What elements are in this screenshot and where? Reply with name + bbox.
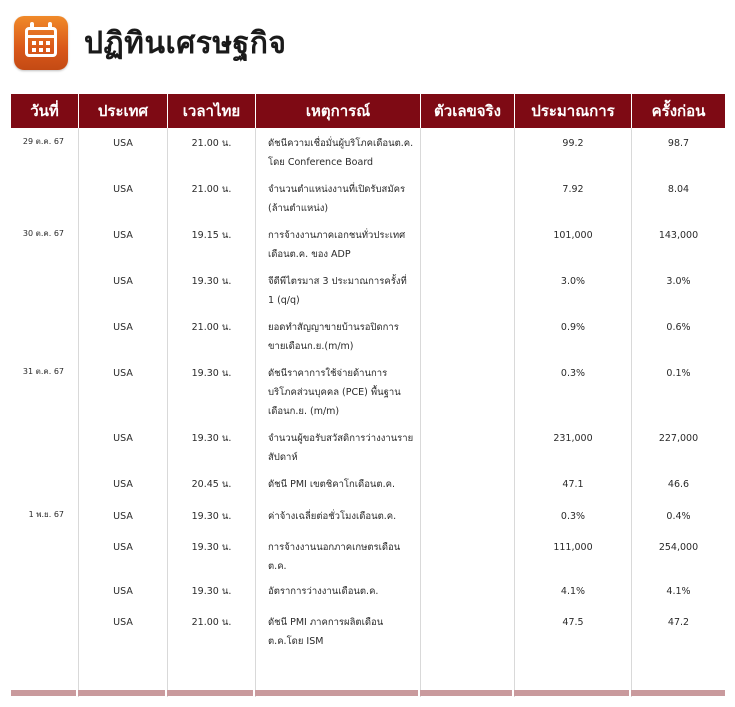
row-country: USA bbox=[78, 220, 167, 266]
row-country: USA bbox=[78, 128, 167, 174]
column-header-forecast: ประมาณการ bbox=[514, 94, 631, 128]
column-header-actual: ตัวเลขจริง bbox=[420, 94, 514, 128]
row-country: USA bbox=[78, 532, 167, 576]
row-actual bbox=[420, 469, 514, 501]
row-previous: 4.1% bbox=[631, 576, 725, 607]
row-forecast: 7.92 bbox=[514, 174, 631, 220]
row-time: 19.30 น. bbox=[167, 266, 255, 312]
row-date: 31 ต.ค. 67 bbox=[22, 367, 64, 376]
row-date bbox=[11, 576, 78, 607]
row-previous: 8.04 bbox=[631, 174, 725, 220]
table-header-row bbox=[11, 94, 725, 128]
row-date: 29 ต.ค. 67 bbox=[22, 137, 64, 146]
row-actual bbox=[420, 220, 514, 266]
table-row bbox=[11, 312, 725, 358]
table-row bbox=[11, 128, 725, 174]
row-actual bbox=[420, 312, 514, 358]
row-country: USA bbox=[78, 469, 167, 501]
row-actual bbox=[420, 358, 514, 423]
row-actual bbox=[420, 576, 514, 607]
row-date bbox=[11, 607, 78, 657]
row-event: จำนวนตำแหน่งงานที่เปิดรับสมัคร (ล้านตำแหน่ง) bbox=[255, 174, 420, 220]
row-time: 21.00 น. bbox=[167, 174, 255, 220]
row-previous: 143,000 bbox=[631, 220, 725, 266]
row-event: ดัชนีราคาการใช้จ่ายด้านการบริโภคส่วนบุคคล (PCE) พื้นฐานเดือนก.ย. (m/m) bbox=[255, 358, 420, 423]
row-previous: 254,000 bbox=[631, 532, 725, 576]
row-event: ยอดทำสัญญาขายบ้านรอปิดการขายเดือนก.ย.(m/m) bbox=[255, 312, 420, 358]
table-row bbox=[11, 220, 725, 266]
row-event: ดัชนีความเชื่อมั่นผู้บริโภคเดือนต.ค. โดย Conference Board bbox=[255, 128, 420, 174]
row-event: จำนวนผู้ขอรับสวัสดิการว่างงานรายสัปดาห์ bbox=[255, 423, 420, 469]
row-forecast: 4.1% bbox=[514, 576, 631, 607]
row-event: การจ้างงานภาคเอกชนทั่วประเทศเดือนต.ค. ของ ADP bbox=[255, 220, 420, 266]
row-date bbox=[11, 312, 78, 358]
row-forecast: 0.9% bbox=[514, 312, 631, 358]
row-actual bbox=[420, 532, 514, 576]
row-actual bbox=[420, 423, 514, 469]
row-actual bbox=[420, 128, 514, 174]
row-event: ค่าจ้างเฉลี่ยต่อชั่วโมงเดือนต.ค. bbox=[255, 501, 420, 532]
row-date: 1 พ.ย. 67 bbox=[28, 510, 64, 519]
row-forecast: 3.0% bbox=[514, 266, 631, 312]
row-actual bbox=[420, 174, 514, 220]
row-forecast: 111,000 bbox=[514, 532, 631, 576]
row-country: USA bbox=[78, 266, 167, 312]
table-row bbox=[11, 501, 725, 532]
row-time: 19.30 น. bbox=[167, 576, 255, 607]
row-date bbox=[11, 174, 78, 220]
row-date bbox=[11, 532, 78, 576]
row-previous: 227,000 bbox=[631, 423, 725, 469]
row-actual bbox=[420, 607, 514, 657]
row-time: 21.00 น. bbox=[167, 128, 255, 174]
row-time: 19.15 น. bbox=[167, 220, 255, 266]
row-forecast: 231,000 bbox=[514, 423, 631, 469]
page-title: ปฏิทินเศรษฐกิจ bbox=[84, 25, 287, 61]
row-date: 30 ต.ค. 67 bbox=[22, 229, 64, 238]
row-date bbox=[11, 469, 78, 501]
column-header-date: วันที่ bbox=[11, 94, 78, 128]
column-header-country: ประเทศ bbox=[78, 94, 167, 128]
row-time: 21.00 น. bbox=[167, 607, 255, 657]
row-time: 19.30 น. bbox=[167, 532, 255, 576]
row-forecast: 47.5 bbox=[514, 607, 631, 657]
row-event: ดัชนี PMI เขตชิคาโกเดือนต.ค. bbox=[255, 469, 420, 501]
row-country: USA bbox=[78, 358, 167, 423]
row-time: 21.00 น. bbox=[167, 312, 255, 358]
column-header-time: เวลาไทย bbox=[167, 94, 255, 128]
calendar-icon bbox=[14, 16, 68, 70]
table-row bbox=[11, 423, 725, 469]
row-country: USA bbox=[78, 312, 167, 358]
row-event: จีดีพีไตรมาส 3 ประมาณการครั้งที่ 1 (q/q) bbox=[255, 266, 420, 312]
row-event: อัตราการว่างงานเดือนต.ค. bbox=[255, 576, 420, 607]
row-actual bbox=[420, 266, 514, 312]
row-previous: 98.7 bbox=[631, 128, 725, 174]
row-date bbox=[11, 266, 78, 312]
column-header-event: เหตุการณ์ bbox=[255, 94, 420, 128]
row-previous: 47.2 bbox=[631, 607, 725, 657]
row-previous: 0.1% bbox=[631, 358, 725, 423]
row-event: ดัชนี PMI ภาคการผลิตเดือนต.ค.โดย ISM bbox=[255, 607, 420, 657]
row-date bbox=[11, 423, 78, 469]
row-forecast: 0.3% bbox=[514, 358, 631, 423]
table-bottom-bar bbox=[11, 690, 725, 696]
column-header-previous: ครั้งก่อน bbox=[631, 94, 725, 128]
table-row bbox=[11, 174, 725, 220]
table-row bbox=[11, 358, 725, 423]
row-previous: 3.0% bbox=[631, 266, 725, 312]
row-previous: 46.6 bbox=[631, 469, 725, 501]
row-event: การจ้างงานนอกภาคเกษตรเดือนต.ค. bbox=[255, 532, 420, 576]
table-row bbox=[11, 532, 725, 576]
table-row bbox=[11, 576, 725, 607]
table-row bbox=[11, 266, 725, 312]
row-country: USA bbox=[78, 576, 167, 607]
row-country: USA bbox=[78, 423, 167, 469]
table-row bbox=[11, 469, 725, 501]
row-country: USA bbox=[78, 501, 167, 532]
row-time: 19.30 น. bbox=[167, 358, 255, 423]
row-previous: 0.6% bbox=[631, 312, 725, 358]
economic-calendar-table bbox=[11, 94, 725, 698]
row-country: USA bbox=[78, 174, 167, 220]
row-forecast: 47.1 bbox=[514, 469, 631, 501]
row-actual bbox=[420, 501, 514, 532]
row-forecast: 0.3% bbox=[514, 501, 631, 532]
table-row bbox=[11, 607, 725, 657]
page-header bbox=[14, 16, 286, 70]
row-country: USA bbox=[78, 607, 167, 657]
row-time: 19.30 น. bbox=[167, 501, 255, 532]
row-forecast: 101,000 bbox=[514, 220, 631, 266]
row-forecast: 99.2 bbox=[514, 128, 631, 174]
row-previous: 0.4% bbox=[631, 501, 725, 532]
row-time: 20.45 น. bbox=[167, 469, 255, 501]
row-time: 19.30 น. bbox=[167, 423, 255, 469]
